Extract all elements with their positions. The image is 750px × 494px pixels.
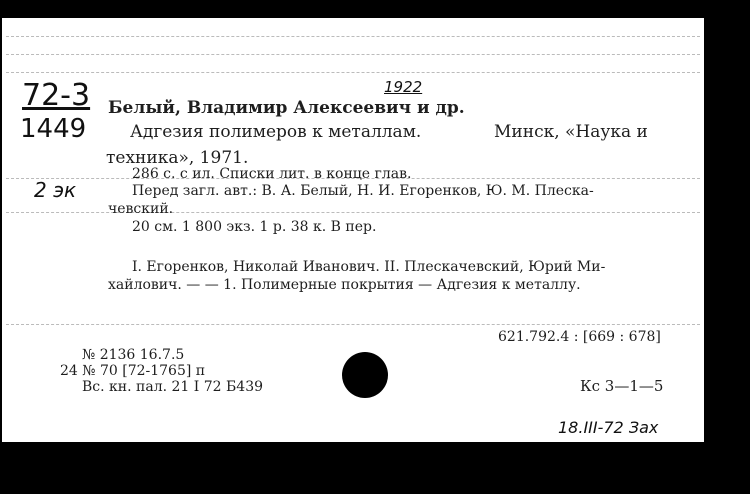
- punch-hole: [342, 352, 388, 398]
- stamp-number: № 2136 16.7.5: [82, 347, 185, 363]
- rule: [6, 324, 700, 325]
- pages-line: 286 с. с ил. Списки лит. в конце глав.: [132, 166, 412, 182]
- udc-number: 621.792.4 : [669 : 678]: [498, 329, 661, 345]
- top-rule: [6, 36, 700, 37]
- rule: [6, 54, 700, 55]
- authors-line-1: Перед загл. авт.: В. А. Белый, Н. И. Егоренков, Ю. М. Плеска-: [132, 183, 594, 199]
- copies-code: Кс 3—1—5: [580, 377, 664, 395]
- call-number-top: 72-3: [22, 78, 91, 113]
- tracing-line-2: хайлович. — — 1. Полимерные покрытия — Адгезия к металлу.: [108, 277, 581, 293]
- print-run-line: 20 см. 1 800 экз. 1 р. 38 к. В пер.: [132, 219, 377, 235]
- catalog-card: [2, 18, 704, 442]
- order-line: 24 № 70 [72-1765] п: [60, 363, 206, 379]
- call-number-bottom: 1449: [20, 114, 87, 144]
- title-line: Адгезия полимеров к металлам.: [130, 122, 422, 142]
- publisher-line-2: техника», 1971.: [106, 148, 249, 168]
- handwritten-date: 18.III-72 Зах: [558, 418, 659, 437]
- copies-handwritten: 2 эк: [34, 178, 77, 202]
- tracing-line-1: I. Егоренков, Николай Иванович. II. Плескачевский, Юрий Ми-: [132, 259, 606, 275]
- rule: [6, 72, 700, 73]
- year-note: 1922: [384, 78, 423, 96]
- author-heading: Белый, Владимир Алексеевич и др.: [108, 98, 465, 118]
- publisher-line-1: Минск, «Наука и: [494, 122, 648, 142]
- cards-line: Вс. кн. пал. 21 I 72 Б439: [82, 379, 264, 395]
- authors-line-2: чевский.: [108, 201, 174, 217]
